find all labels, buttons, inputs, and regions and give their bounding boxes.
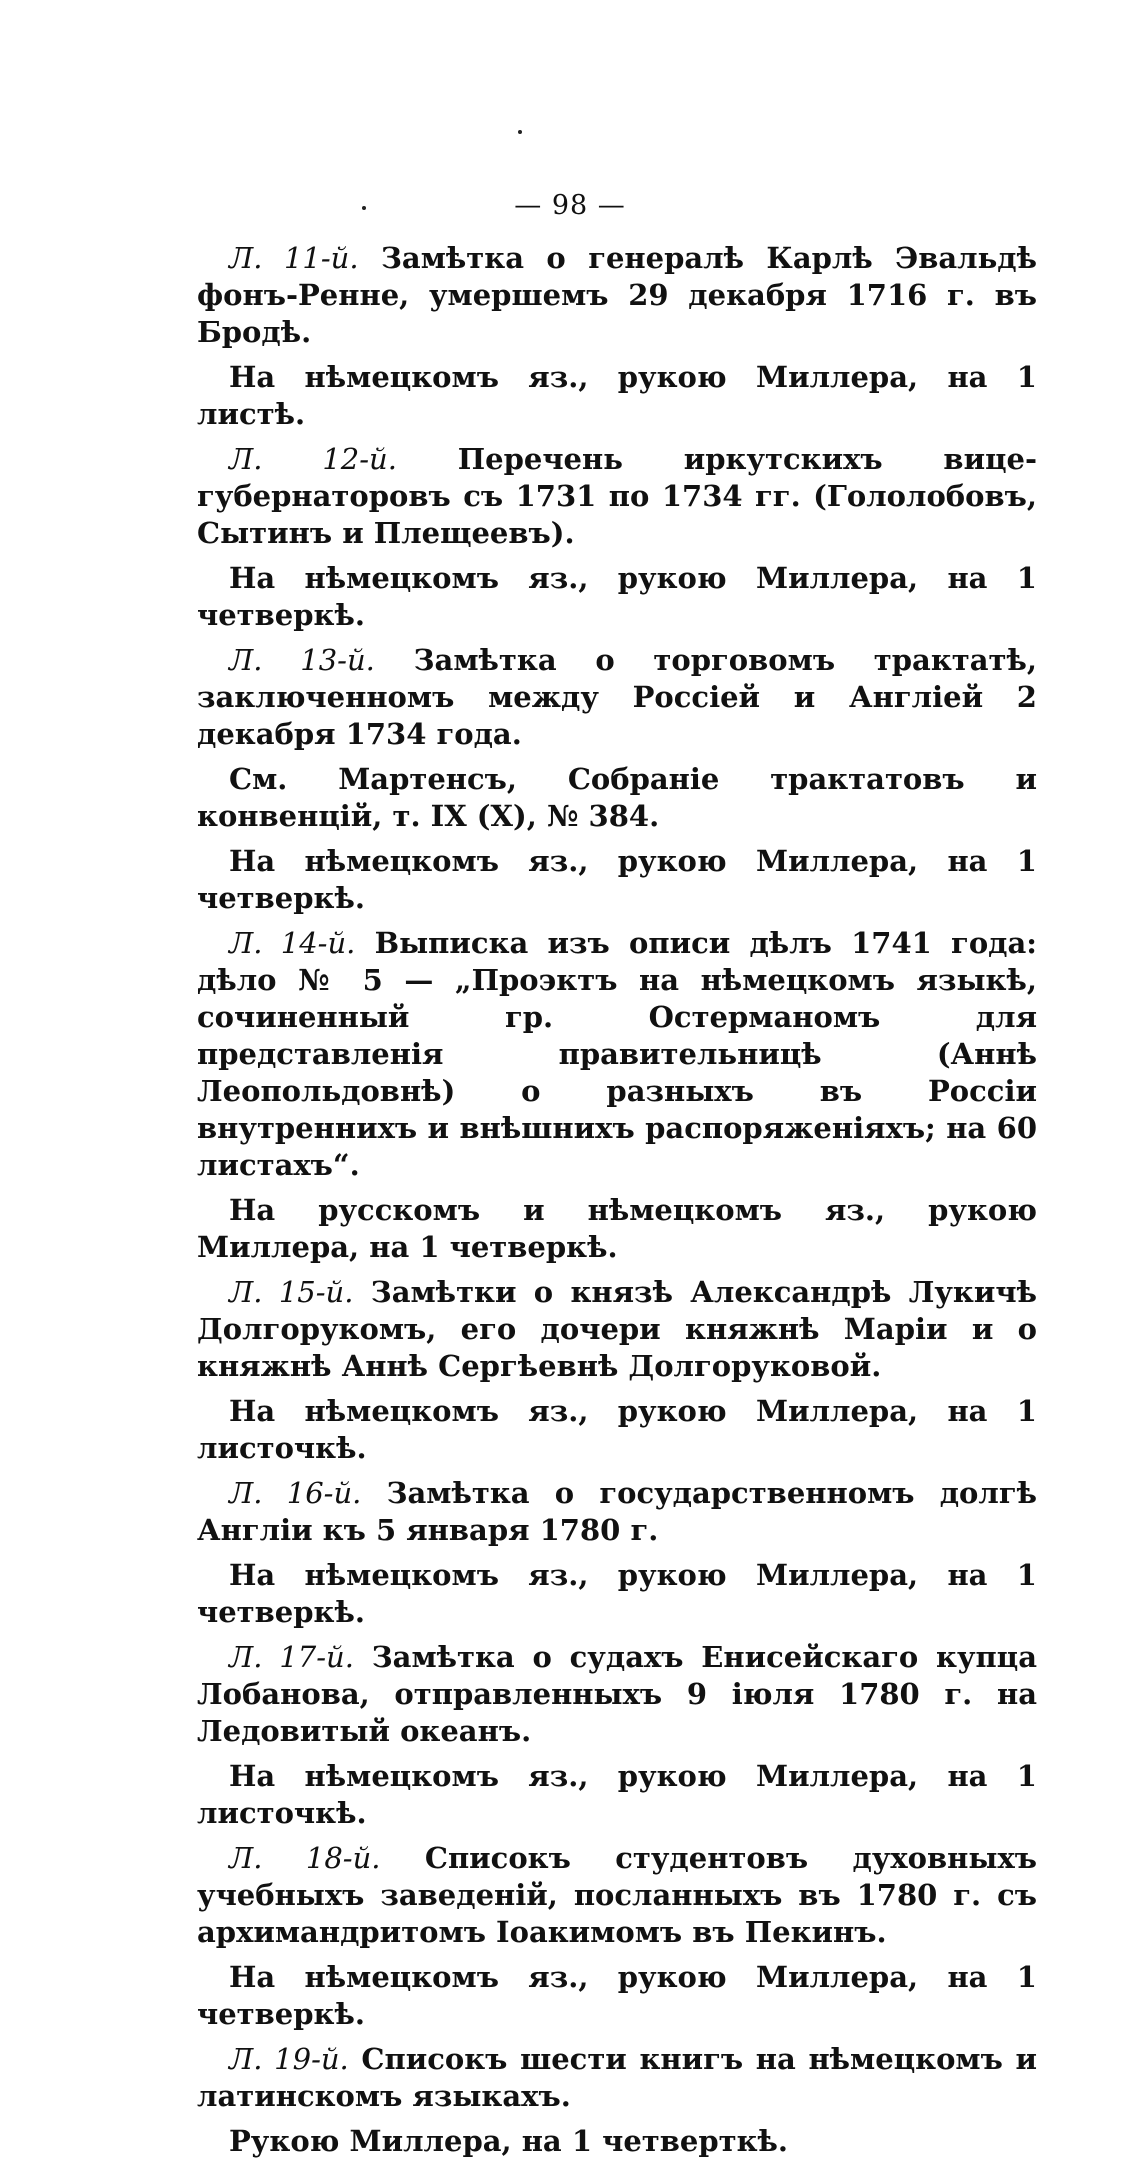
entry-description xyxy=(197,441,1037,552)
entry-description xyxy=(197,642,1037,753)
entry xyxy=(197,1475,1037,1631)
entry xyxy=(197,240,1037,433)
leaf-reference: Л. 19-й. xyxy=(229,2042,349,2076)
entry-note: На нѣмецкомъ яз., рукою Миллера, на 1 листочкѣ. xyxy=(197,1394,1037,1465)
entry-text: Списокъ шести книгъ на нѣмецкомъ и латинскомъ языкахъ. xyxy=(197,2042,1037,2113)
entry-description xyxy=(197,1639,1037,1750)
entry-description xyxy=(197,1840,1037,1951)
entry-description xyxy=(197,925,1037,1184)
entry xyxy=(197,1274,1037,1467)
entry xyxy=(197,1639,1037,1832)
entry-text: Перечень иркутскихъ вице-губернаторовъ съ 1731 по 1734 гг. (Гололобовъ, Сытинъ и Плещеевъ). xyxy=(197,442,1037,550)
leaf-reference: Л. 18-й. xyxy=(229,1841,381,1875)
page-number: — 98 — xyxy=(514,190,626,221)
entry-note: Рукою Миллера, на 1 четверткѣ. xyxy=(229,2124,789,2158)
entry xyxy=(197,642,1037,917)
entry-note: На нѣмецкомъ яз., рукою Миллера, на 1 четверкѣ. xyxy=(197,1960,1037,2031)
leaf-reference: Л. 12-й. xyxy=(229,442,397,476)
catalog-entries xyxy=(197,240,1037,2168)
entry xyxy=(197,2041,1037,2160)
entry-note: На русскомъ и нѣмецкомъ яз., рукою Миллера, на 1 четверкѣ. xyxy=(197,1193,1037,1264)
entry-note: На нѣмецкомъ яз., рукою Миллера, на 1 четверкѣ. xyxy=(197,844,1037,915)
entry-note: На нѣмецкомъ яз., рукою Миллера, на 1 листѣ. xyxy=(197,360,1037,431)
entry-description xyxy=(197,240,1037,351)
leaf-reference: Л. 11-й. xyxy=(229,241,359,275)
entry-description xyxy=(197,2041,1037,2115)
entry xyxy=(197,1840,1037,2033)
entry-text: Списокъ студентовъ духовныхъ учебныхъ заведеній, посланныхъ въ 1780 г. съ архимандритомъ Іоакимомъ въ Пекинъ. xyxy=(197,1841,1037,1949)
entry xyxy=(197,925,1037,1266)
entry-description xyxy=(197,1274,1037,1385)
entry-note: На нѣмецкомъ яз., рукою Миллера, на 1 четверкѣ. xyxy=(197,1558,1037,1629)
leaf-reference: Л. 14-й. xyxy=(229,926,356,960)
leaf-reference: Л. 16-й. xyxy=(229,1476,362,1510)
entry-text: Замѣтка о генералѣ Карлѣ Эвальдѣ фонъ-Ренне, умершемъ 29 декабря 1716 г. въ Бродѣ. xyxy=(197,241,1038,349)
leaf-reference: Л. 15-й. xyxy=(229,1275,354,1309)
entry-description xyxy=(197,1475,1037,1549)
entry-note: На нѣмецкомъ яз., рукою Миллера, на 1 четверкѣ. xyxy=(197,561,1037,632)
leaf-reference: Л. 17-й. xyxy=(229,1640,354,1674)
entry-text: Замѣтки о князѣ Александрѣ Лукичѣ Долгорукомъ, его дочери княжнѣ Маріи и о княжнѣ Аннѣ Сергѣевнѣ Долгоруковой. xyxy=(197,1275,1037,1383)
entry-text: Выписка изъ описи дѣлъ 1741 года: дѣло № 5 — „Проэктъ на нѣмецкомъ языкѣ, сочиненный гр. Остерманомъ для представленія правительницѣ (Аннѣ Леопольдовнѣ) о разныхъ въ Россіи внутреннихъ и внѣшнихъ распоряженіяхъ; на 60 листахъ“. xyxy=(197,926,1037,1182)
speck-mark xyxy=(518,130,522,134)
entry-note: См. Мартенсъ, Собраніе трактатовъ и конвенцій, т. IX (X), № 384. xyxy=(197,762,1037,833)
entry-text: Замѣтка о судахъ Енисейскаго купца Лобанова, отправленныхъ 9 іюля 1780 г. на Ледовитый океанъ. xyxy=(197,1640,1037,1748)
entry-text: Замѣтка о государственномъ долгѣ Англіи къ 5 января 1780 г. xyxy=(197,1476,1038,1547)
entry-note: На нѣмецкомъ яз., рукою Миллера, на 1 листочкѣ. xyxy=(197,1759,1037,1830)
entry-text: Замѣтка о торговомъ трактатѣ, заключенномъ между Россіей и Англіей 2 декабря 1734 года. xyxy=(197,643,1037,751)
leaf-reference: Л. 13-й. xyxy=(229,643,375,677)
entry xyxy=(197,441,1037,634)
